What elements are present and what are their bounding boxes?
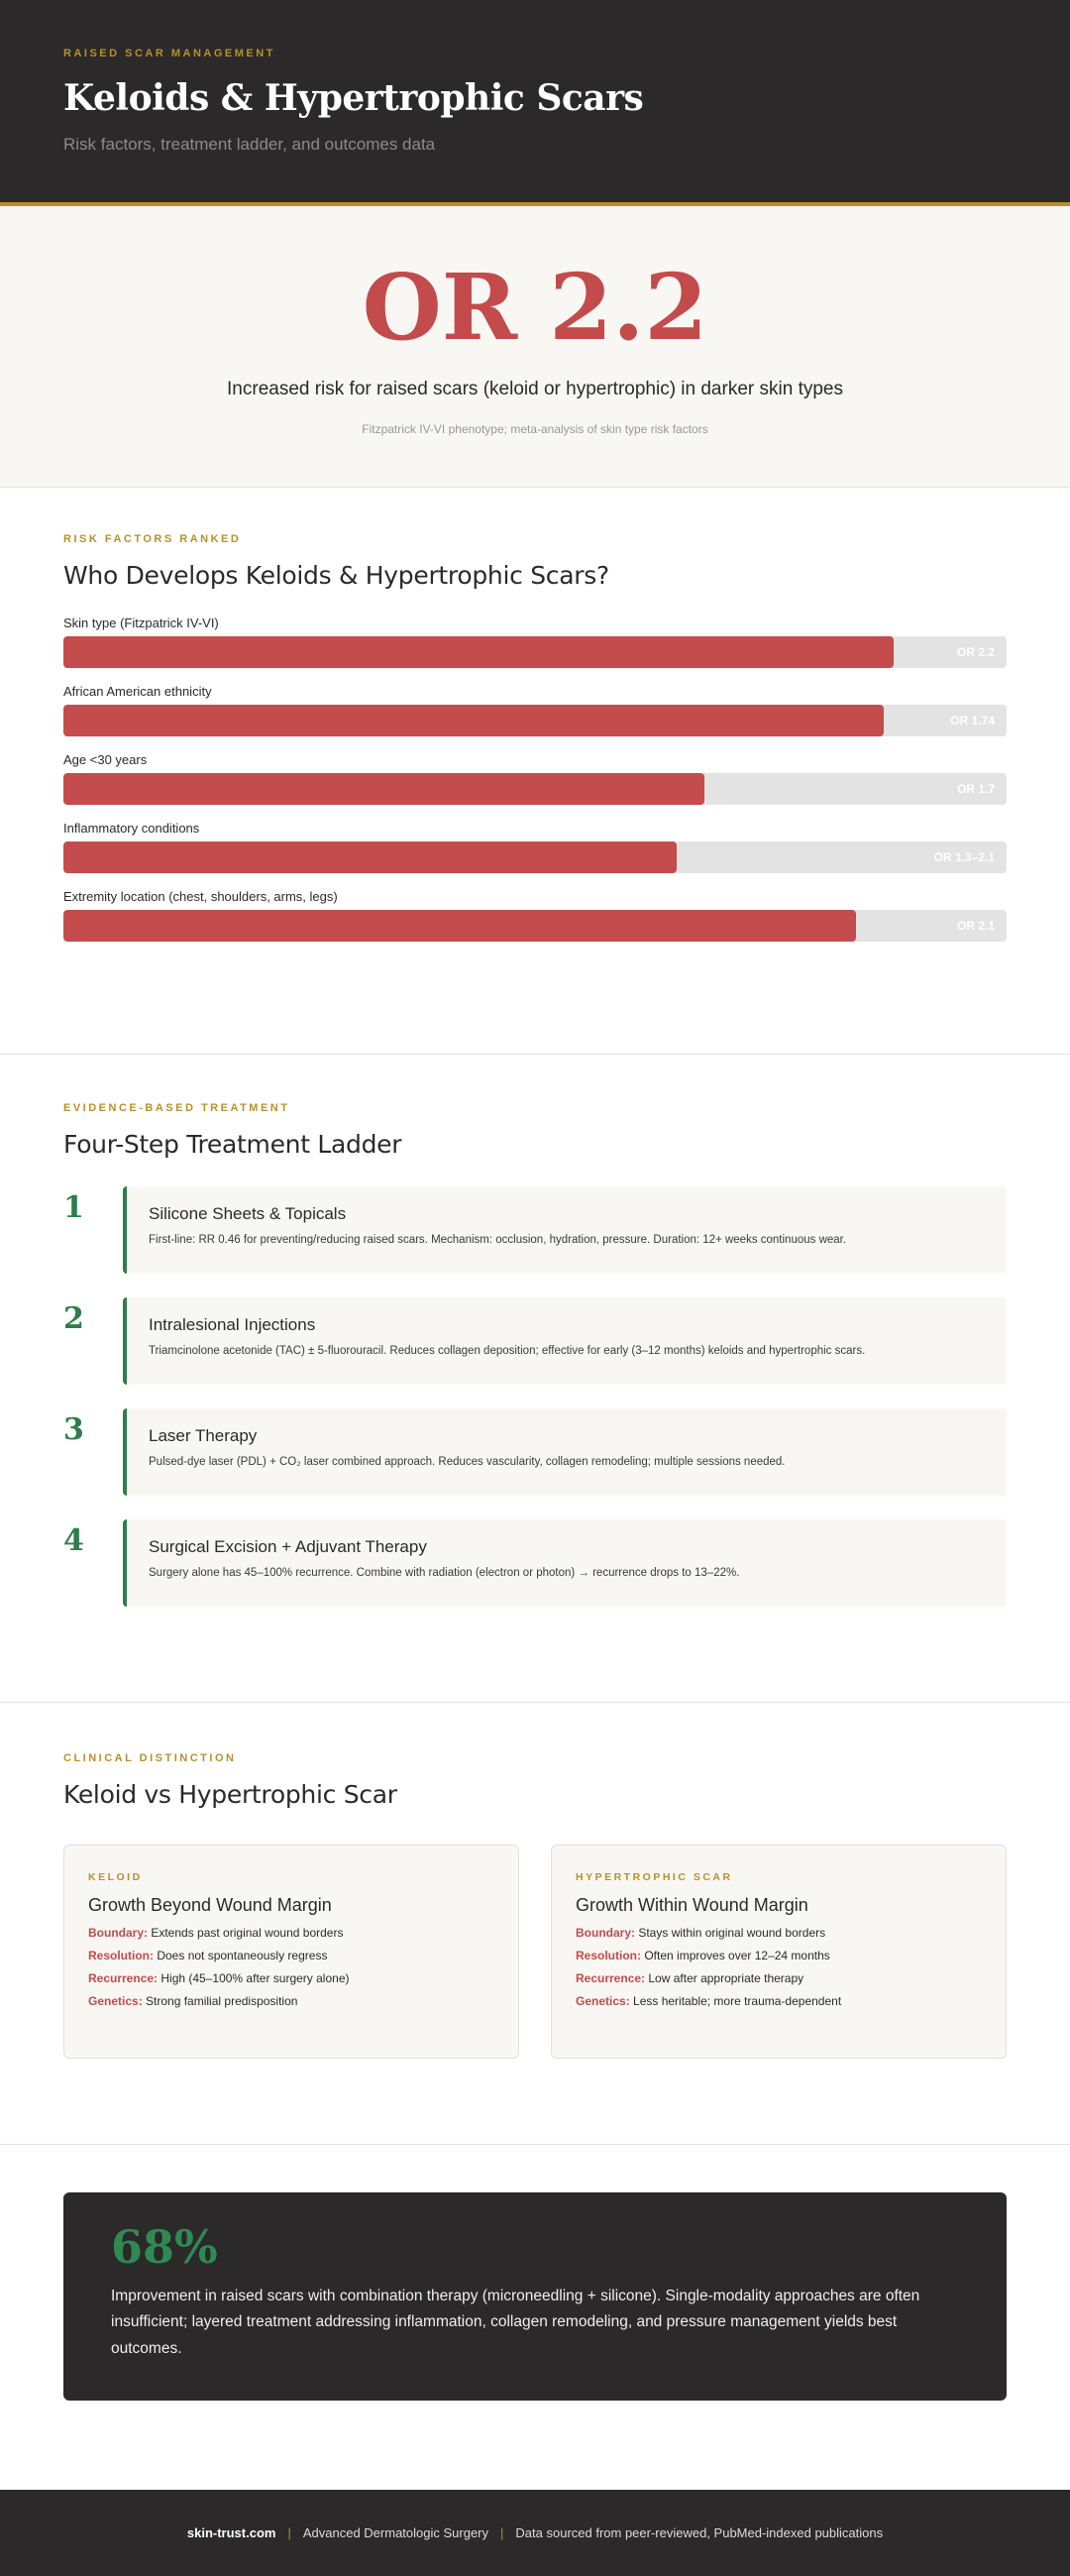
- attribute-value: High (45–100% after surgery alone): [160, 1971, 350, 1985]
- attribute-value: Less heritable; more trauma-dependent: [633, 1994, 842, 2008]
- step-number: 4: [63, 1523, 84, 1558]
- step-text: Triamcinolone acetonide (TAC) ± 5-fluorouracil. Reduces collagen deposition; effective for early (3–12 months) keloids and hypertrophic scars.: [149, 1345, 866, 1357]
- risk-bar-fill: [63, 705, 884, 736]
- treatment-step: [63, 1297, 1007, 1385]
- risk-bar-row: [63, 821, 1007, 873]
- risk-bar-row: [63, 889, 1007, 942]
- risk-bar-value: OR 1.74: [950, 714, 995, 728]
- card-attribute: [88, 1949, 494, 1962]
- risk-bar-label: Extremity location (chest, shoulders, arms, legs): [63, 889, 338, 904]
- attribute-value: Stays within original wound borders: [638, 1926, 826, 1940]
- risk-factors-section: [0, 488, 1070, 1055]
- outcome-text: Improvement in raised scars with combination therapy (microneedling + silicone). Single-modality approaches are often insufficient; layered treatment addressing inflammation, collagen remodeling, and pressure management yields best outcomes.: [111, 2288, 920, 2357]
- card-attribute: [576, 1971, 982, 1985]
- risk-bar-fill: [63, 773, 704, 805]
- attribute-value: Often improves over 12–24 months: [644, 1949, 830, 1962]
- risk-bar-fill: [63, 841, 677, 873]
- attribute-key: Recurrence:: [576, 1971, 646, 1985]
- risk-bar-list: [63, 616, 1007, 942]
- footer-separator: |: [287, 2525, 291, 2540]
- card-attribute: [576, 1926, 982, 1940]
- attribute-key: Recurrence:: [88, 1971, 159, 1985]
- step-title: Silicone Sheets & Topicals: [149, 1204, 347, 1223]
- card-eyebrow: KELOID: [88, 1871, 143, 1883]
- step-number: 2: [63, 1301, 84, 1336]
- risk-bar-label: Age <30 years: [63, 752, 148, 767]
- risk-bar-fill: [63, 910, 856, 942]
- card-title: Growth Beyond Wound Margin: [88, 1895, 332, 1915]
- attribute-key: Boundary:: [576, 1926, 635, 1940]
- card-attribute: [88, 1971, 494, 1985]
- card-attribute: [576, 1949, 982, 1962]
- section-title: Keloid vs Hypertrophic Scar: [63, 1780, 397, 1809]
- risk-bar-row: [63, 752, 1007, 805]
- section-eyebrow: CLINICAL DISTINCTION: [63, 1752, 237, 1764]
- hero-stat-panel: [0, 206, 1070, 488]
- risk-bar-label: African American ethnicity: [63, 684, 212, 699]
- section-eyebrow: RISK FACTORS RANKED: [63, 533, 242, 545]
- risk-bar-track: [63, 636, 1007, 668]
- card-attribute: [88, 1926, 494, 1940]
- step-list: [63, 1186, 1007, 1607]
- page-footer: [0, 2490, 1070, 2576]
- step-text: Pulsed-dye laser (PDL) + CO₂ laser combined approach. Reduces vascularity, collagen remodeling; multiple sessions needed.: [149, 1456, 786, 1468]
- risk-bar-label: Inflammatory conditions: [63, 821, 200, 836]
- risk-bar-row: [63, 616, 1007, 668]
- hypertrophic-card: [551, 1845, 1007, 2059]
- page-title: Keloids & Hypertrophic Scars: [63, 77, 644, 119]
- treatment-step: [63, 1408, 1007, 1496]
- step-card: [123, 1186, 1007, 1274]
- card-attribute: [576, 1994, 982, 2008]
- risk-bar-fill: [63, 636, 894, 668]
- footer-separator: |: [500, 2525, 504, 2540]
- treatment-ladder-section: [0, 1055, 1070, 1703]
- comparison-cards: [63, 1845, 1007, 2059]
- outcome-callout: [63, 2192, 1007, 2401]
- step-title: Surgical Excision + Adjuvant Therapy: [149, 1537, 427, 1556]
- attribute-key: Genetics:: [576, 1994, 630, 2008]
- section-title: Who Develops Keloids & Hypertrophic Scars?: [63, 561, 609, 590]
- risk-bar-row: [63, 684, 1007, 736]
- hero-stat: OR 2.2: [362, 254, 708, 361]
- card-attribute: [88, 1994, 494, 2008]
- page-header: [0, 0, 1070, 206]
- step-title: Laser Therapy: [149, 1426, 258, 1445]
- risk-bar-track: [63, 910, 1007, 942]
- attribute-value: Strong familial predisposition: [146, 1994, 298, 2008]
- risk-bar-value: OR 1.3–2.1: [933, 850, 995, 864]
- card-eyebrow: HYPERTROPHIC SCAR: [576, 1871, 733, 1883]
- card-title: Growth Within Wound Margin: [576, 1895, 808, 1915]
- step-card: [123, 1297, 1007, 1385]
- risk-bar-value: OR 2.1: [956, 919, 995, 933]
- risk-bar-track: [63, 773, 1007, 805]
- header-eyebrow: RAISED SCAR MANAGEMENT: [63, 48, 275, 59]
- risk-bar-track: [63, 841, 1007, 873]
- footer-tagline: Advanced Dermatologic Surgery: [302, 2525, 489, 2540]
- attribute-key: Genetics:: [88, 1994, 143, 2008]
- step-card: [123, 1408, 1007, 1496]
- keloid-card: [63, 1845, 519, 2059]
- step-number: 3: [63, 1412, 84, 1447]
- attribute-value: Low after appropriate therapy: [648, 1971, 804, 1985]
- attribute-key: Resolution:: [576, 1949, 641, 1962]
- risk-bar-value: OR 2.2: [956, 645, 995, 659]
- section-eyebrow: EVIDENCE-BASED TREATMENT: [63, 1102, 290, 1114]
- treatment-step: [63, 1186, 1007, 1274]
- step-card: [123, 1519, 1007, 1607]
- footer-note: Data sourced from peer-reviewed, PubMed-indexed publications: [515, 2525, 884, 2540]
- risk-bar-label: Skin type (Fitzpatrick IV-VI): [63, 616, 219, 630]
- page-subtitle: Risk factors, treatment ladder, and outcomes data: [63, 135, 436, 154]
- footer-brand-link[interactable]: skin-trust.com: [186, 2525, 276, 2540]
- attribute-value: Extends past original wound borders: [151, 1926, 344, 1940]
- treatment-step: [63, 1519, 1007, 1607]
- hero-description: Increased risk for raised scars (keloid or hypertrophic) in darker skin types: [227, 379, 843, 399]
- section-title: Four-Step Treatment Ladder: [63, 1130, 402, 1159]
- clinical-distinction-section: [0, 1703, 1070, 2145]
- risk-bar-track: [63, 705, 1007, 736]
- step-text: First-line: RR 0.46 for preventing/reducing raised scars. Mechanism: occlusion, hydration, pressure. Duration: 12+ weeks continuous wear.: [149, 1234, 847, 1246]
- step-number: 1: [63, 1190, 84, 1225]
- risk-bar-value: OR 1.7: [956, 782, 995, 796]
- attribute-value: Does not spontaneously regress: [157, 1949, 328, 1962]
- outcome-section: [0, 2145, 1070, 2490]
- step-text: Surgery alone has 45–100% recurrence. Combine with radiation (electron or photon) → recurrence drops to 13–22%.: [149, 1567, 740, 1579]
- hero-source: Fitzpatrick IV-VI phenotype; meta-analysis of skin type risk factors: [362, 422, 708, 436]
- attribute-key: Resolution:: [88, 1949, 154, 1962]
- outcome-stat: 68%: [111, 2220, 218, 2274]
- attribute-key: Boundary:: [88, 1926, 148, 1940]
- step-title: Intralesional Injections: [149, 1315, 316, 1334]
